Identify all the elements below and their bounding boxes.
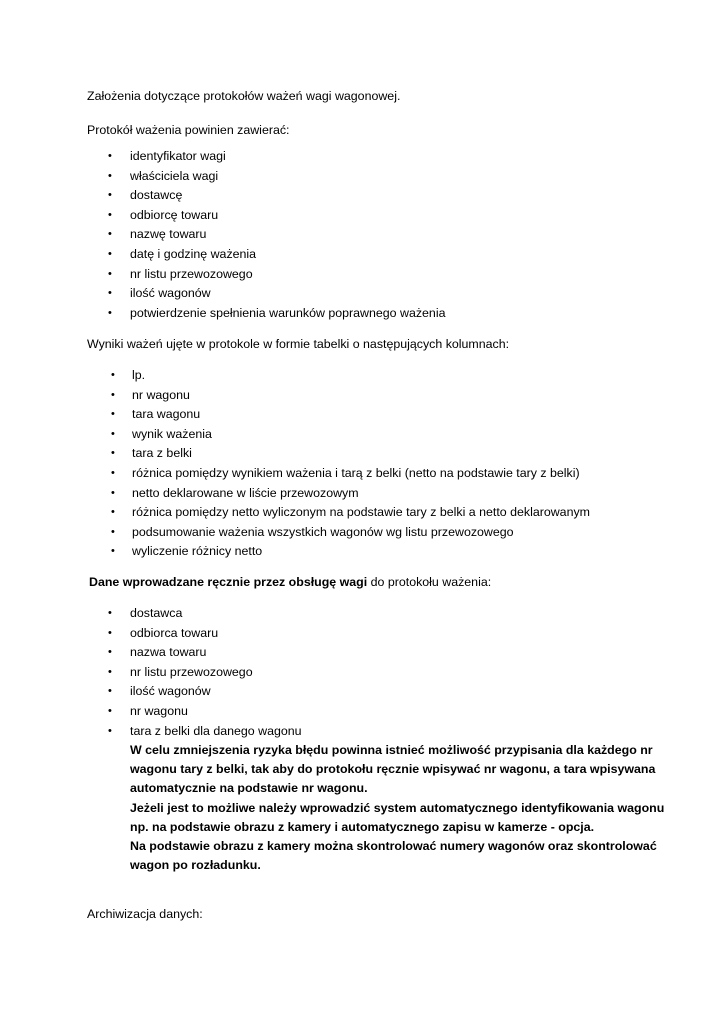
bullet-icon: • [111,545,115,558]
bullet-icon: • [108,169,112,182]
bullet-icon: • [111,388,115,401]
bullet-icon: • [108,208,112,221]
bullet-icon: • [108,685,112,698]
note-line: Jeżeli jest to możliwe należy wprowadzić system automatycznego identyfikowania wagonu [130,800,665,815]
section4-heading: Archiwizacja danych: [87,907,203,921]
bullet-icon: • [108,150,112,162]
note-line: wagon po rozładunku. [130,858,261,873]
bullet-icon: • [108,306,112,319]
section3-intro [89,574,491,590]
bullet-icon: • [108,267,112,280]
note-line: np. na podstawie obrazu z kamery i automatycznego zapisu w kamerze - opcja. [130,819,595,834]
bullet-icon: • [108,247,112,260]
bullet-icon: • [111,447,115,460]
bullet-icon: • [108,704,112,717]
bullet-icon: • [108,724,112,737]
bullet-icon: • [108,607,112,619]
section3-intro-bold: Dane wprowadzane ręcznie przez obsługę wagi [89,575,368,589]
bullet-icon: • [108,189,112,202]
bullet-icon: • [111,427,115,440]
bullet-icon: • [108,287,112,300]
bullet-icon: • [108,646,112,659]
note-line: Na podstawie obrazu z kamery można skontrolować numery wagonów oraz skontrolować [130,838,657,853]
note-line: wagonu tary z belki, tak aby do protokołu ręcznie wpisywać nr wagonu, a tara wpisywana [130,762,656,777]
bullet-icon: • [111,525,115,538]
bullet-icon: • [111,369,115,381]
bullet-icon: • [111,408,115,421]
document-heading: Założenia dotyczące protokołów ważeń wagi wagonowej. [87,89,401,103]
bullet-icon: • [108,665,112,678]
document-page: Założenia dotyczące protokołów ważeń wagi wagonowej. Protokół ważenia powinien zawierać: • identyfikator wagi • właściciela wagi • dostawcę • odbiorcę towaru • nazwę towaru • datę i godzinę ważenia • nr listu przewozowego • ilość wagonów • potwierdzenie spełnienia warunków poprawnego ważenia Wyniki ważeń ujęte w protokole w formie tabelki o następujących kolumnach: • lp. • nr wagonu • tara wagonu • wynik ważenia • tara z belki • różnica pomiędzy wynikiem ważenia i tarą z belki (netto na podstawie tary z belki) • netto deklarowane w liście przewozowym • różnica pomiędzy netto wyliczonym na podstawie tary z belki a netto deklarowanym • podsumowanie ważenia wszystkich wagonów wg listu przewozowego • wyliczenie różnicy netto Dane wprowadzane ręcznie przez obsługę wagi do protokołu ważenia: • dostawca • odbiorca towaru • nazwa towaru • nr listu przewozowego • ilość wagonów • nr wagonu • tara z belki dla danego wagonu W celu zmniejszenia ryzyka błędu powinna istnieć możliwość przypisania dla każdego nr wagonu tary z belki, tak aby do protokołu ręcznie wpisywać nr wagonu, a tara wpisywana automatycznie na podstawie nr wagonu. Jeżeli jest to możliwe należy wprowadzić system automatycznego identyfikowania wagonu np. na podstawie obrazu z kamery i automatycznego zapisu w kamerze - opcja. Na podstawie obrazu z kamery można skontrolować numery wagonów oraz skontrolować wagon po rozładunku. Archiwizacja danych: [87,89,665,921]
note-line: automatycznie na podstawie nr wagonu. [130,781,368,796]
manual-entry-note [130,741,664,875]
bullet-icon: • [108,626,112,639]
bullet-icon: • [111,506,115,519]
section2-intro: Wyniki ważeń ujęte w protokole w formie tabelki o następujących kolumnach: [87,337,510,351]
bullet-icon: • [111,486,115,499]
bullet-icon: • [111,466,115,479]
section3-intro-rest: do protokołu ważenia: [367,575,492,589]
section1-intro: Protokół ważenia powinien zawierać: [87,123,290,137]
bullet-icon: • [108,228,112,241]
note-line: W celu zmniejszenia ryzyka błędu powinna istnieć możliwość przypisania dla każdego nr [130,743,653,757]
